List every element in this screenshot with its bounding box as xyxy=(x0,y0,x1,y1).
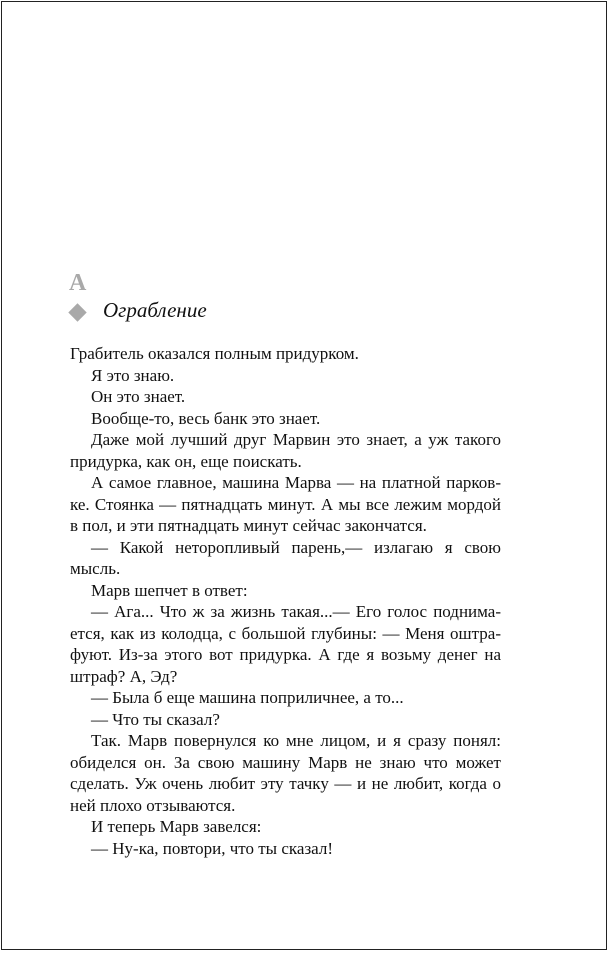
text-line: — Ага... Что ж за жизнь такая...— Его голос поднима- xyxy=(91,602,501,621)
text-line: сделать. Уж очень любит эту тачку — и не любит, когда о xyxy=(70,774,501,793)
text-line: Марв шепчет в ответ: xyxy=(91,580,248,600)
text-line: — Что ты сказал? xyxy=(91,709,220,729)
text-line: Даже мой лучший друг Марвин это знает, а уж такого xyxy=(91,430,501,449)
body-text xyxy=(70,343,501,859)
text-line: Грабитель оказался полным придурком. xyxy=(70,344,359,363)
text-line: ке. Стоянка — пятнадцать минут. А мы все лежим мордой xyxy=(70,494,501,514)
text-line: А самое главное, машина Марва — на платной парков- xyxy=(91,473,501,492)
text-line: И теперь Марв завелся: xyxy=(91,817,262,836)
text-line: — Ну-ка, повтори, что ты сказал! xyxy=(91,838,333,858)
text-line: Вообще-то, весь банк это знает. xyxy=(91,408,321,428)
text-line: мысль. xyxy=(70,559,121,578)
text-line: — Была б еще машина поприличнее, а то... xyxy=(91,688,404,707)
text-line: фуют. Из-за этого вот придурка. А где я возьму денег на xyxy=(70,645,501,664)
text-line: штраф? А, Эд? xyxy=(70,666,178,686)
text-line: в пол, и эти пятнадцать минут сейчас закончатся. xyxy=(70,516,427,535)
text-line: Он это знает. xyxy=(91,387,186,406)
text-line: ней плохо отзываются. xyxy=(70,795,236,815)
text-line: Так. Марв повернулся ко мне лицом, и я сразу понял: xyxy=(91,731,501,750)
text-line: Я это знаю. xyxy=(91,365,175,385)
section-letter: А xyxy=(69,270,87,296)
text-line: придурка, как он, еще поискать. xyxy=(70,451,302,471)
text-line: обиделся он. За свою машину Марв не знаю что может xyxy=(70,752,501,772)
chapter-title: Ограбление xyxy=(103,298,207,322)
text-line: ется, как из колодца, с большой глубины: — Меня оштра- xyxy=(70,623,501,643)
text-line: — Какой неторопливый парень,— излагаю я свою xyxy=(91,537,501,557)
